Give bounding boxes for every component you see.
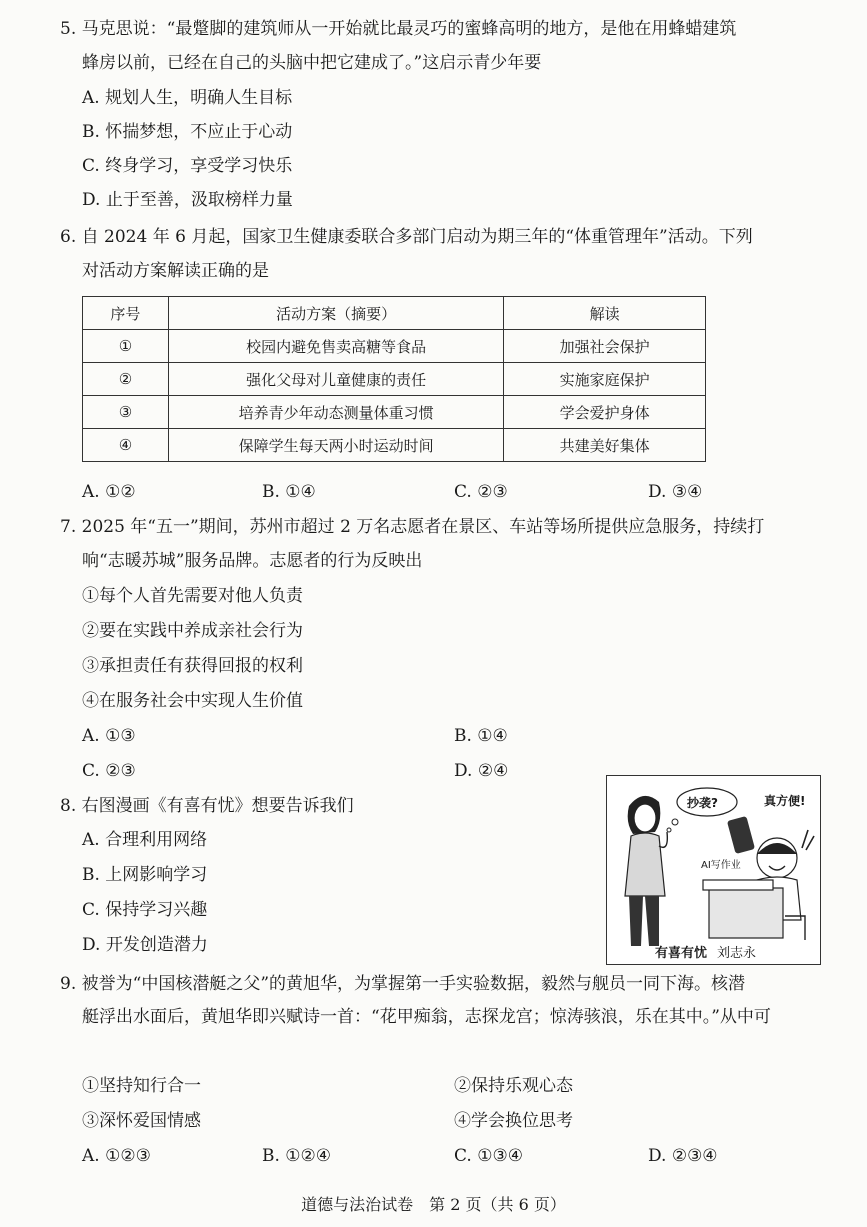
q8-stem: 8. 右图漫画《有喜有忧》想要告诉我们 <box>60 796 354 816</box>
q9-option-c: C. ①③④ <box>454 1146 523 1166</box>
table-header: 序号 <box>83 297 169 330</box>
q9-item-4: ④学会换位思考 <box>454 1111 573 1131</box>
table-header: 解读 <box>504 297 706 330</box>
q6-option-b: B. ①④ <box>262 482 316 502</box>
q7-item-1: ①每个人首先需要对他人负责 <box>82 586 303 606</box>
q7-option-a: A. ①③ <box>82 726 136 746</box>
cartoon-bubble-left: 抄袭? <box>687 796 718 810</box>
table-cell: ③ <box>83 396 169 429</box>
q9-stem-line-2: 艇浮出水面后，黄旭华即兴赋诗一首：“花甲痴翁，志探龙宫；惊涛骇浪，乐在其中。”从中可 <box>82 1007 771 1027</box>
q9-item-1: ①坚持知行合一 <box>82 1076 201 1096</box>
q9-option-d: D. ②③④ <box>648 1146 718 1166</box>
q9-stem-line-1: 9. 被誉为“中国核潜艇之父”的黄旭华，为掌握第一手实验数据，毅然与舰员一同下海。核潜 <box>60 974 746 994</box>
page-footer: 道德与法治试卷 第 2 页（共 6 页） <box>301 1195 566 1214</box>
q8-option-c: C. 保持学习兴趣 <box>82 900 208 920</box>
table-cell: 实施家庭保护 <box>504 363 706 396</box>
q9-item-3: ③深怀爱国情感 <box>82 1111 201 1131</box>
cartoon-title: 有喜有忧 <box>655 946 708 961</box>
table-cell: ④ <box>83 429 169 462</box>
q5-option-c: C. 终身学习，享受学习快乐 <box>82 156 293 176</box>
q7-stem-line-1: 7. 2025 年“五一”期间，苏州市超过 2 万名志愿者在景区、车站等场所提供应急服务，持续打 <box>60 517 765 537</box>
q5-option-b: B. 怀揣梦想，不应止于心动 <box>82 122 293 142</box>
q6-table <box>82 296 706 462</box>
table-header-row <box>83 297 706 330</box>
table-row <box>83 396 706 429</box>
q5-option-d: D. 止于至善，汲取榜样力量 <box>82 190 293 210</box>
table-header: 活动方案（摘要） <box>168 297 503 330</box>
q5-stem-line-1: 5. 马克思说：“最蹩脚的建筑师从一开始就比最灵巧的蜜蜂高明的地方，是他在用蜂蜡建筑 <box>60 19 737 39</box>
table-row <box>83 363 706 396</box>
cartoon-caption <box>655 942 756 961</box>
table-cell: 强化父母对儿童健康的责任 <box>168 363 503 396</box>
q9-item-2: ②保持乐观心态 <box>454 1076 573 1096</box>
q6-option-a: A. ①② <box>82 482 136 502</box>
cartoon-bubble-right: 真方便! <box>764 794 806 808</box>
table-row <box>83 330 706 363</box>
q6-stem-line-2: 对活动方案解读正确的是 <box>82 261 269 281</box>
cartoon-screen-label: AI写作业 <box>701 860 741 871</box>
table-cell: 加强社会保护 <box>504 330 706 363</box>
q9-option-a: A. ①②③ <box>82 1146 151 1166</box>
q7-item-2: ②要在实践中养成亲社会行为 <box>82 621 303 641</box>
q7-option-d: D. ②④ <box>454 761 509 781</box>
cartoon-author: 刘志永 <box>717 946 757 961</box>
q6-option-c: C. ②③ <box>454 482 508 502</box>
q5-option-a: A. 规划人生，明确人生目标 <box>82 88 293 108</box>
table-cell: ① <box>83 330 169 363</box>
cartoon-image <box>606 775 821 965</box>
table-cell: 学会爱护身体 <box>504 396 706 429</box>
table-cell: 保障学生每天两小时运动时间 <box>168 429 503 462</box>
table-row <box>83 429 706 462</box>
q8-option-a: A. 合理利用网络 <box>82 830 208 850</box>
q9-option-b: B. ①②④ <box>262 1146 332 1166</box>
q6-option-d: D. ③④ <box>648 482 703 502</box>
q8-option-d: D. 开发创造潜力 <box>82 935 208 955</box>
q7-item-4: ④在服务社会中实现人生价值 <box>82 691 303 711</box>
q8-option-b: B. 上网影响学习 <box>82 865 208 885</box>
q7-option-b: B. ①④ <box>454 726 508 746</box>
table-cell: 共建美好集体 <box>504 429 706 462</box>
q7-option-c: C. ②③ <box>82 761 136 781</box>
q7-stem-line-2: 响“志暖苏城”服务品牌。志愿者的行为反映出 <box>82 551 423 571</box>
table-cell: 培养青少年动态测量体重习惯 <box>168 396 503 429</box>
q6-stem-line-1: 6. 自 2024 年 6 月起，国家卫生健康委联合多部门启动为期三年的“体重管理年”活动。下列 <box>60 227 753 247</box>
q5-stem-line-2: 蜂房以前，已经在自己的头脑中把它建成了。”这启示青少年要 <box>82 53 542 73</box>
table-cell: ② <box>83 363 169 396</box>
q7-item-3: ③承担责任有获得回报的权利 <box>82 656 303 676</box>
table-cell: 校园内避免售卖高糖等食品 <box>168 330 503 363</box>
